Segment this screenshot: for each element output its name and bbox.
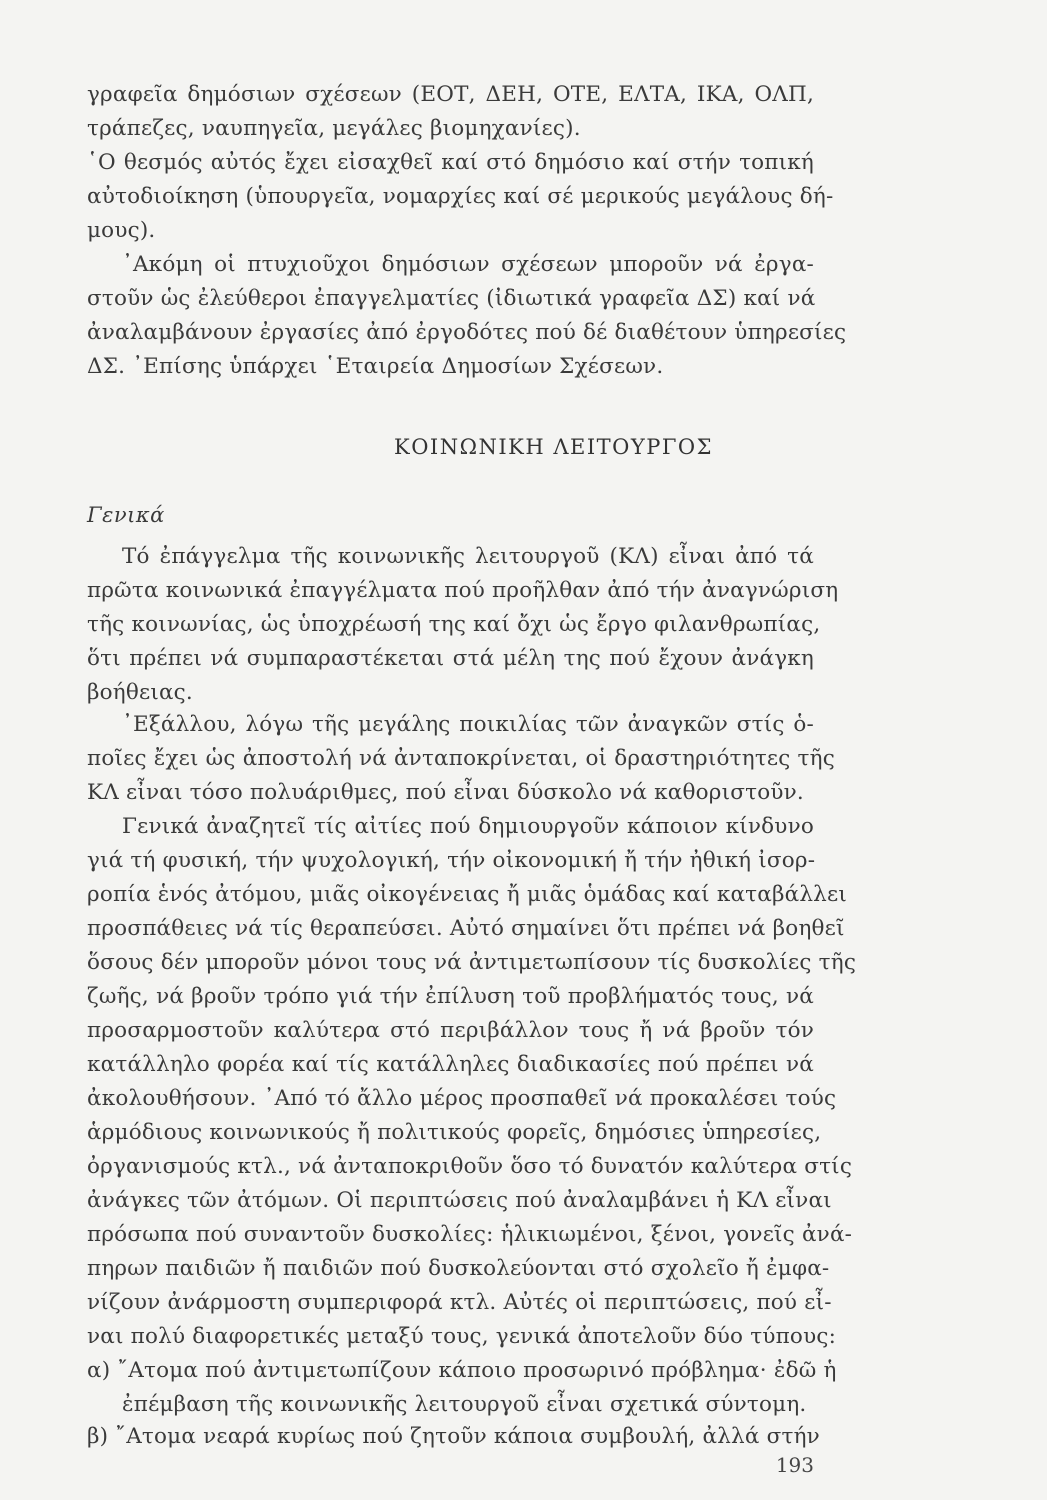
text-line: γραφεῖα δημόσιων σχέσεων (ΕΟΤ, ΔΕΗ, ΟΤΕ, ΕΛΤΑ, ΙΚΑ, ΟΛΠ, bbox=[87, 82, 814, 107]
text-line: πηρων παιδιῶν ἤ παιδιῶν πού δυσκολεύονται στό σχολεῖο ἤ ἐμφα- bbox=[87, 1256, 830, 1281]
text-line: ᾿Εξάλλου, λόγω τῆς μεγάλης ποικιλίας τῶν ἀναγκῶν στίς ὁ- bbox=[122, 712, 814, 737]
text-line: ποῖες ἔχει ὡς ἀποστολή νά ἀνταποκρίνεται, οἱ δραστηριότητες τῆς bbox=[87, 746, 835, 771]
text-line: τῆς κοινωνίας, ὡς ὑποχρέωσή της καί ὄχι ὡς ἔργο φιλανθρωπίας, bbox=[87, 612, 821, 637]
text-line: ΚΛ εἶναι τόσο πολυάριθμες, πού εἶναι δύσκολο νά καθοριστοῦν. bbox=[87, 780, 804, 805]
text-line: ζωῆς, νά βροῦν τρόπο γιά τήν ἐπίλυση τοῦ προβλήματός τους, νά bbox=[87, 984, 814, 1009]
page-number: 193 bbox=[775, 1453, 814, 1477]
text-line: πρῶτα κοινωνικά ἐπαγγέλματα πού προῆλθαν ἀπό τήν ἀναγνώριση bbox=[87, 578, 839, 603]
list-item-line: β) ῎Ατομα νεαρά κυρίως πού ζητοῦν κάποια συμβουλή, ἀλλά στήν bbox=[87, 1424, 820, 1449]
text-line: νίζουν ἀνάρμοστη συμπεριφορά κτλ. Αὐτές οἱ περιπτώσεις, πού εἶ- bbox=[87, 1290, 832, 1315]
text-line: ναι πολύ διαφορετικές μεταξύ τους, γενικά ἀποτελοῦν δύο τύπους: bbox=[87, 1324, 837, 1349]
text-line: ἁρμόδιους κοινωνικούς ἤ πολιτικούς φορεῖς, δημόσιες ὑπηρεσίες, bbox=[87, 1120, 822, 1145]
text-line: ῾Ο θεσμός αὐτός ἔχει εἰσαχθεῖ καί στό δημόσιο καί στήν τοπική bbox=[87, 150, 814, 175]
text-line: ροπία ἑνός ἀτόμου, μιᾶς οἰκογένειας ἤ μιᾶς ὁμάδας καί καταβάλλει bbox=[87, 882, 847, 907]
text-line: αὐτοδιοίκηση (ὑπουργεῖα, νομαρχίες καί σέ μερικούς μεγάλους δή- bbox=[87, 184, 834, 209]
text-line: γιά τή φυσική, τήν ψυχολογική, τήν οἰκονομική ἤ τήν ἠθική ἰσορ- bbox=[87, 848, 816, 873]
text-line: ΔΣ. ᾿Επίσης ὑπάρχει ῾Εταιρεία Δημοσίων Σχέσεων. bbox=[87, 354, 664, 379]
text-line: στοῦν ὡς ἐλεύθεροι ἐπαγγελματίες (ἰδιωτικά γραφεῖα ΔΣ) καί νά bbox=[87, 286, 816, 311]
list-item-line: ἐπέμβαση τῆς κοινωνικῆς λειτουργοῦ εἶναι σχετικά σύντομη. bbox=[122, 1392, 807, 1417]
text-line: τράπεζες, ναυπηγεῖα, μεγάλες βιομηχανίες). bbox=[87, 116, 581, 141]
section-heading: ΚΟΙΝΩΝΙΚΗ ΛΕΙΤΟΥΡΓΟΣ bbox=[394, 435, 713, 459]
text-line: μους). bbox=[87, 218, 156, 243]
text-line: ὀργανισμούς κτλ., νά ἀνταποκριθοῦν ὅσο τό δυνατόν καλύτερα στίς bbox=[87, 1154, 853, 1179]
text-line: ᾿Ακόμη οἱ πτυχιοῦχοι δημόσιων σχέσεων μποροῦν νά ἐργα- bbox=[122, 252, 814, 277]
text-line: Γενικά ἀναζητεῖ τίς αἰτίες πού δημιουργοῦν κάποιον κίνδυνο bbox=[122, 814, 814, 839]
text-line: ἀνάγκες τῶν ἀτόμων. Οἱ περιπτώσεις πού ἀναλαμβάνει ἡ ΚΛ εἶναι bbox=[87, 1188, 832, 1213]
text-line: ἀκολουθήσουν. ᾿Από τό ἄλλο μέρος προσπαθεῖ νά προκαλέσει τούς bbox=[87, 1086, 837, 1111]
text-line: ὅσους δέν μποροῦν μόνοι τους νά ἀντιμετωπίσουν τίς δυσκολίες τῆς bbox=[87, 950, 857, 975]
text-line: ἀναλαμβάνουν ἐργασίες ἀπό ἐργοδότες πού δέ διαθέτουν ὑπηρεσίες bbox=[87, 320, 847, 345]
text-line: βοήθειας. bbox=[87, 680, 193, 705]
text-line: Τό ἐπάγγελμα τῆς κοινωνικῆς λειτουργοῦ (ΚΛ) εἶναι ἀπό τά bbox=[122, 544, 814, 569]
text-line: προσπάθειες νά τίς θεραπεύσει. Αὐτό σημαίνει ὅτι πρέπει νά βοηθεῖ bbox=[87, 916, 845, 941]
text-line: ὅτι πρέπει νά συμπαραστέκεται στά μέλη της πού ἔχουν ἀνάγκη bbox=[87, 646, 814, 671]
subsection-heading: Γενικά bbox=[87, 503, 165, 527]
list-item-line: α) ῎Ατομα πού ἀντιμετωπίζουν κάποιο προσωρινό πρόβλημα· ἐδῶ ἡ bbox=[87, 1358, 837, 1383]
text-line: προσαρμοστοῦν καλύτερα στό περιβάλλον τους ἤ νά βροῦν τόν bbox=[87, 1018, 814, 1043]
text-line: πρόσωπα πού συναντοῦν δυσκολίες: ἡλικιωμένοι, ξένοι, γονεῖς ἀνά- bbox=[87, 1222, 853, 1247]
text-line: κατάλληλο φορέα καί τίς κατάλληλες διαδικασίες πού πρέπει νά bbox=[87, 1052, 814, 1077]
